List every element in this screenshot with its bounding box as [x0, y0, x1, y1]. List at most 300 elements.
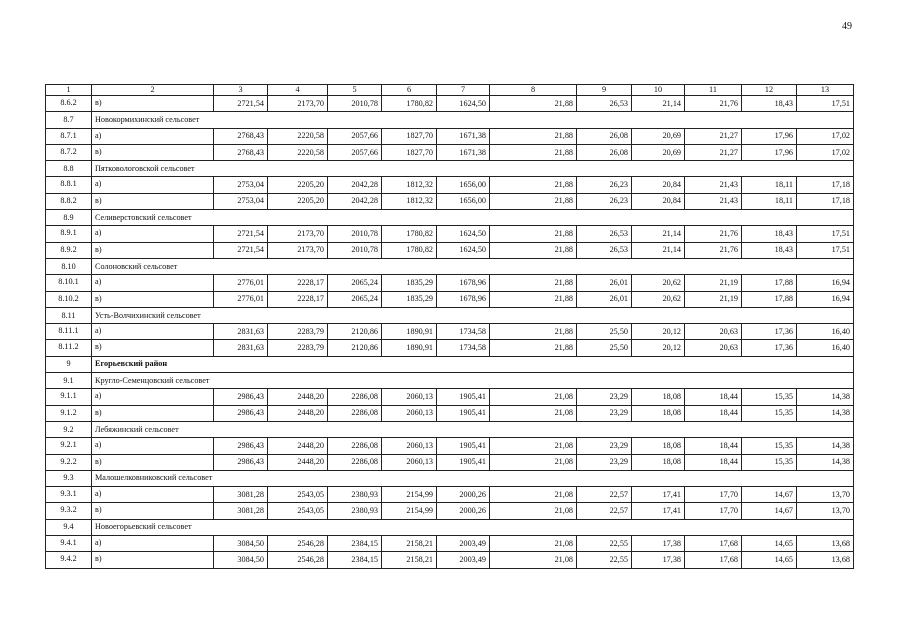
- value-cell-col-9: 26,01: [577, 275, 632, 291]
- value-cell-col-12: 18,11: [742, 193, 797, 209]
- value-cell-col-13: 17,51: [797, 226, 854, 242]
- value-cell-col-6: 2158,21: [382, 536, 437, 552]
- value-cell-col-4: 2220,58: [268, 144, 328, 160]
- value-cell-col-5: 2120,86: [328, 324, 382, 340]
- row-code: 8.7.2: [46, 144, 92, 160]
- value-cell-col-10: 21,14: [632, 96, 685, 112]
- column-header-5: 5: [328, 85, 382, 96]
- column-header-10: 10: [632, 85, 685, 96]
- value-cell-col-12: 18,43: [742, 242, 797, 258]
- value-cell-col-11: 18,44: [685, 405, 742, 421]
- value-cell-col-12: 15,35: [742, 454, 797, 470]
- value-cell-col-11: 20,63: [685, 324, 742, 340]
- section-row: [46, 210, 854, 226]
- value-cell-col-5: 2057,66: [328, 128, 382, 144]
- row-code: 8.8.1: [46, 177, 92, 193]
- value-cell-col-4: 2448,20: [268, 405, 328, 421]
- row-code: 9.1: [46, 373, 92, 389]
- value-cell-col-13: 17,02: [797, 128, 854, 144]
- value-cell-col-3: 2753,04: [214, 193, 268, 209]
- value-cell-col-9: 26,23: [577, 193, 632, 209]
- value-cell-col-7: 1905,41: [437, 405, 490, 421]
- value-cell-col-3: 2776,01: [214, 291, 268, 307]
- column-header-8: 8: [490, 85, 577, 96]
- value-cell-col-10: 21,14: [632, 242, 685, 258]
- value-cell-col-5: 2057,66: [328, 144, 382, 160]
- value-cell-col-4: 2173,70: [268, 96, 328, 112]
- value-cell-col-3: 3084,50: [214, 552, 268, 568]
- value-cell-col-9: 25,50: [577, 340, 632, 356]
- value-cell-col-7: 1671,38: [437, 128, 490, 144]
- table-row: [46, 275, 854, 291]
- value-cell-col-7: 1624,50: [437, 242, 490, 258]
- value-cell-col-12: 15,35: [742, 405, 797, 421]
- section-row: [46, 307, 854, 323]
- row-code: 8.11.2: [46, 340, 92, 356]
- value-cell-col-8: 21,08: [490, 389, 577, 405]
- value-cell-col-5: 2380,93: [328, 503, 382, 519]
- value-cell-col-9: 26,08: [577, 128, 632, 144]
- row-code: 8.8: [46, 161, 92, 177]
- value-cell-col-3: 2768,43: [214, 144, 268, 160]
- value-cell-col-5: 2042,28: [328, 177, 382, 193]
- value-cell-col-3: 2776,01: [214, 275, 268, 291]
- value-cell-col-9: 26,53: [577, 96, 632, 112]
- row-label: в): [92, 503, 214, 519]
- table-row: [46, 226, 854, 242]
- value-cell-col-10: 18,08: [632, 405, 685, 421]
- value-cell-col-9: 23,29: [577, 405, 632, 421]
- row-label: в): [92, 552, 214, 568]
- table-body: [46, 85, 854, 569]
- value-cell-col-9: 22,55: [577, 536, 632, 552]
- value-cell-col-11: 18,44: [685, 454, 742, 470]
- value-cell-col-7: 1678,96: [437, 275, 490, 291]
- row-label: в): [92, 454, 214, 470]
- row-label: а): [92, 438, 214, 454]
- section-row: [46, 112, 854, 128]
- row-code: 8.11: [46, 307, 92, 323]
- row-code: 8.10.2: [46, 291, 92, 307]
- value-cell-col-6: 2060,13: [382, 389, 437, 405]
- row-code: 9.4: [46, 519, 92, 535]
- value-cell-col-10: 18,08: [632, 454, 685, 470]
- value-cell-col-12: 14,65: [742, 552, 797, 568]
- table-row: [46, 389, 854, 405]
- value-cell-col-10: 21,14: [632, 226, 685, 242]
- value-cell-col-7: 1734,58: [437, 340, 490, 356]
- column-header-12: 12: [742, 85, 797, 96]
- value-cell-col-12: 18,43: [742, 96, 797, 112]
- value-cell-col-11: 17,68: [685, 552, 742, 568]
- value-cell-col-9: 23,29: [577, 454, 632, 470]
- value-cell-col-13: 14,38: [797, 405, 854, 421]
- column-header-3: 3: [214, 85, 268, 96]
- value-cell-col-7: 1734,58: [437, 324, 490, 340]
- row-code: 8.6.2: [46, 96, 92, 112]
- column-header-4: 4: [268, 85, 328, 96]
- value-cell-col-9: 25,50: [577, 324, 632, 340]
- value-cell-col-13: 16,94: [797, 275, 854, 291]
- value-cell-col-12: 18,11: [742, 177, 797, 193]
- value-cell-col-12: 17,36: [742, 340, 797, 356]
- value-cell-col-11: 21,76: [685, 96, 742, 112]
- value-cell-col-11: 21,76: [685, 242, 742, 258]
- value-cell-col-11: 21,43: [685, 193, 742, 209]
- value-cell-col-8: 21,88: [490, 193, 577, 209]
- section-title: Селиверстовский сельсовет: [92, 210, 854, 226]
- value-cell-col-5: 2286,08: [328, 405, 382, 421]
- value-cell-col-7: 1624,50: [437, 226, 490, 242]
- row-label: а): [92, 177, 214, 193]
- value-cell-col-4: 2228,17: [268, 291, 328, 307]
- value-cell-col-7: 2003,49: [437, 552, 490, 568]
- value-cell-col-11: 21,27: [685, 144, 742, 160]
- value-cell-col-7: 1671,38: [437, 144, 490, 160]
- column-header-2: 2: [92, 85, 214, 96]
- row-label: а): [92, 128, 214, 144]
- value-cell-col-8: 21,08: [490, 405, 577, 421]
- value-cell-col-3: 2831,63: [214, 324, 268, 340]
- table-row: [46, 193, 854, 209]
- value-cell-col-12: 14,67: [742, 487, 797, 503]
- row-code: 9.3: [46, 470, 92, 486]
- value-cell-col-4: 2228,17: [268, 275, 328, 291]
- value-cell-col-8: 21,88: [490, 242, 577, 258]
- value-cell-col-8: 21,88: [490, 144, 577, 160]
- value-cell-col-9: 23,29: [577, 438, 632, 454]
- row-code: 9.2.2: [46, 454, 92, 470]
- value-cell-col-6: 1890,91: [382, 324, 437, 340]
- value-cell-col-4: 2283,79: [268, 324, 328, 340]
- section-title: Лебяжинский сельсовет: [92, 421, 854, 437]
- value-cell-col-5: 2120,86: [328, 340, 382, 356]
- value-cell-col-9: 26,01: [577, 291, 632, 307]
- value-cell-col-3: 2986,43: [214, 438, 268, 454]
- value-cell-col-5: 2010,78: [328, 242, 382, 258]
- column-header-9: 9: [577, 85, 632, 96]
- value-cell-col-11: 18,44: [685, 438, 742, 454]
- section-row: [46, 470, 854, 486]
- value-cell-col-3: 3084,50: [214, 536, 268, 552]
- tariff-table: [45, 84, 854, 569]
- row-label: а): [92, 389, 214, 405]
- value-cell-col-9: 26,53: [577, 242, 632, 258]
- value-cell-col-13: 17,18: [797, 177, 854, 193]
- row-code: 8.9.2: [46, 242, 92, 258]
- value-cell-col-12: 17,88: [742, 291, 797, 307]
- column-header-13: 13: [797, 85, 854, 96]
- row-label: в): [92, 193, 214, 209]
- value-cell-col-6: 1780,82: [382, 242, 437, 258]
- value-cell-col-7: 1656,00: [437, 193, 490, 209]
- value-cell-col-6: 1827,70: [382, 144, 437, 160]
- value-cell-col-8: 21,88: [490, 275, 577, 291]
- value-cell-col-3: 2721,54: [214, 242, 268, 258]
- table-row: [46, 128, 854, 144]
- value-cell-col-4: 2205,20: [268, 193, 328, 209]
- section-title: Пятковологовской сельсовет: [92, 161, 854, 177]
- row-code: 9.3.2: [46, 503, 92, 519]
- value-cell-col-3: 2768,43: [214, 128, 268, 144]
- table-row: [46, 487, 854, 503]
- row-code: 9.1.2: [46, 405, 92, 421]
- value-cell-col-11: 17,70: [685, 503, 742, 519]
- value-cell-col-12: 18,43: [742, 226, 797, 242]
- value-cell-col-4: 2173,70: [268, 242, 328, 258]
- value-cell-col-3: 2831,63: [214, 340, 268, 356]
- district-title: Егорьевский район: [92, 356, 854, 372]
- value-cell-col-6: 1812,32: [382, 193, 437, 209]
- table-row: [46, 144, 854, 160]
- row-code: 8.7.1: [46, 128, 92, 144]
- value-cell-col-3: 2986,43: [214, 389, 268, 405]
- value-cell-col-6: 2154,99: [382, 487, 437, 503]
- value-cell-col-4: 2448,20: [268, 438, 328, 454]
- row-label: в): [92, 242, 214, 258]
- value-cell-col-9: 23,29: [577, 389, 632, 405]
- table-row: [46, 438, 854, 454]
- row-code: 9.1.1: [46, 389, 92, 405]
- value-cell-col-10: 20,84: [632, 193, 685, 209]
- value-cell-col-8: 21,88: [490, 96, 577, 112]
- value-cell-col-10: 20,69: [632, 144, 685, 160]
- value-cell-col-6: 1835,29: [382, 275, 437, 291]
- row-code: 8.9.1: [46, 226, 92, 242]
- row-label: а): [92, 536, 214, 552]
- value-cell-col-8: 21,88: [490, 291, 577, 307]
- value-cell-col-5: 2042,28: [328, 193, 382, 209]
- value-cell-col-7: 2003,49: [437, 536, 490, 552]
- value-cell-col-4: 2173,70: [268, 226, 328, 242]
- value-cell-col-6: 2060,13: [382, 438, 437, 454]
- value-cell-col-13: 14,38: [797, 454, 854, 470]
- row-code: 8.8.2: [46, 193, 92, 209]
- value-cell-col-8: 21,08: [490, 438, 577, 454]
- value-cell-col-4: 2546,28: [268, 552, 328, 568]
- value-cell-col-13: 13,68: [797, 536, 854, 552]
- value-cell-col-6: 1835,29: [382, 291, 437, 307]
- value-cell-col-3: 2986,43: [214, 405, 268, 421]
- row-code: 9.4.1: [46, 536, 92, 552]
- value-cell-col-11: 21,19: [685, 275, 742, 291]
- table-row: [46, 340, 854, 356]
- value-cell-col-4: 2220,58: [268, 128, 328, 144]
- value-cell-col-7: 1678,96: [437, 291, 490, 307]
- value-cell-col-6: 1890,91: [382, 340, 437, 356]
- value-cell-col-10: 20,12: [632, 340, 685, 356]
- value-cell-col-10: 17,38: [632, 536, 685, 552]
- value-cell-col-13: 13,70: [797, 487, 854, 503]
- value-cell-col-12: 14,65: [742, 536, 797, 552]
- row-code: 9.2.1: [46, 438, 92, 454]
- value-cell-col-3: 2721,54: [214, 226, 268, 242]
- row-label: а): [92, 487, 214, 503]
- value-cell-col-5: 2286,08: [328, 438, 382, 454]
- value-cell-col-4: 2448,20: [268, 389, 328, 405]
- value-cell-col-5: 2010,78: [328, 96, 382, 112]
- value-cell-col-11: 20,63: [685, 340, 742, 356]
- value-cell-col-11: 18,44: [685, 389, 742, 405]
- value-cell-col-5: 2380,93: [328, 487, 382, 503]
- value-cell-col-8: 21,88: [490, 226, 577, 242]
- value-cell-col-8: 21,88: [490, 128, 577, 144]
- value-cell-col-8: 21,88: [490, 177, 577, 193]
- value-cell-col-13: 16,40: [797, 324, 854, 340]
- section-row: [46, 373, 854, 389]
- section-row: [46, 161, 854, 177]
- section-row: [46, 421, 854, 437]
- value-cell-col-5: 2384,15: [328, 536, 382, 552]
- value-cell-col-8: 21,88: [490, 340, 577, 356]
- value-cell-col-10: 20,62: [632, 291, 685, 307]
- value-cell-col-11: 17,68: [685, 536, 742, 552]
- row-label: а): [92, 324, 214, 340]
- value-cell-col-12: 17,96: [742, 128, 797, 144]
- section-title: Солоновский сельсовет: [92, 258, 854, 274]
- value-cell-col-4: 2543,05: [268, 503, 328, 519]
- value-cell-col-5: 2286,08: [328, 389, 382, 405]
- value-cell-col-4: 2283,79: [268, 340, 328, 356]
- row-label: в): [92, 405, 214, 421]
- table-row: [46, 552, 854, 568]
- table-row: [46, 96, 854, 112]
- value-cell-col-5: 2286,08: [328, 454, 382, 470]
- value-cell-col-11: 21,76: [685, 226, 742, 242]
- value-cell-col-9: 26,08: [577, 144, 632, 160]
- row-code: 8.10.1: [46, 275, 92, 291]
- value-cell-col-9: 22,57: [577, 503, 632, 519]
- row-label: а): [92, 275, 214, 291]
- value-cell-col-13: 14,38: [797, 438, 854, 454]
- value-cell-col-10: 20,12: [632, 324, 685, 340]
- value-cell-col-13: 16,40: [797, 340, 854, 356]
- value-cell-col-10: 20,84: [632, 177, 685, 193]
- value-cell-col-7: 1905,41: [437, 438, 490, 454]
- value-cell-col-13: 17,02: [797, 144, 854, 160]
- value-cell-col-6: 2154,99: [382, 503, 437, 519]
- section-row: [46, 519, 854, 535]
- table-row: [46, 177, 854, 193]
- section-title: Новокормихинский сельсовет: [92, 112, 854, 128]
- value-cell-col-11: 21,43: [685, 177, 742, 193]
- value-cell-col-12: 15,35: [742, 438, 797, 454]
- row-label: а): [92, 226, 214, 242]
- row-code: 9.2: [46, 421, 92, 437]
- value-cell-col-10: 17,41: [632, 487, 685, 503]
- value-cell-col-10: 20,62: [632, 275, 685, 291]
- value-cell-col-8: 21,88: [490, 324, 577, 340]
- value-cell-col-11: 17,70: [685, 487, 742, 503]
- value-cell-col-4: 2546,28: [268, 536, 328, 552]
- table-row: [46, 454, 854, 470]
- section-title: Малошелковниковский сельсовет: [92, 470, 854, 486]
- value-cell-col-3: 2986,43: [214, 454, 268, 470]
- value-cell-col-5: 2010,78: [328, 226, 382, 242]
- value-cell-col-6: 1827,70: [382, 128, 437, 144]
- value-cell-col-9: 26,53: [577, 226, 632, 242]
- value-cell-col-8: 21,08: [490, 552, 577, 568]
- value-cell-col-13: 17,51: [797, 96, 854, 112]
- page-number: 49: [842, 21, 852, 32]
- value-cell-col-7: 1905,41: [437, 454, 490, 470]
- header-row: [46, 85, 854, 96]
- value-cell-col-6: 2060,13: [382, 454, 437, 470]
- column-header-1: 1: [46, 85, 92, 96]
- value-cell-col-13: 13,70: [797, 503, 854, 519]
- value-cell-col-4: 2543,05: [268, 487, 328, 503]
- row-code: 8.11.1: [46, 324, 92, 340]
- value-cell-col-13: 17,51: [797, 242, 854, 258]
- value-cell-col-9: 26,23: [577, 177, 632, 193]
- value-cell-col-3: 3081,28: [214, 503, 268, 519]
- table-row: [46, 324, 854, 340]
- value-cell-col-8: 21,08: [490, 454, 577, 470]
- value-cell-col-12: 17,96: [742, 144, 797, 160]
- row-code: 8.9: [46, 210, 92, 226]
- table-row: [46, 291, 854, 307]
- value-cell-col-11: 21,19: [685, 291, 742, 307]
- value-cell-col-12: 14,67: [742, 503, 797, 519]
- column-header-11: 11: [685, 85, 742, 96]
- value-cell-col-4: 2205,20: [268, 177, 328, 193]
- row-label: в): [92, 144, 214, 160]
- value-cell-col-7: 1905,41: [437, 389, 490, 405]
- value-cell-col-6: 1812,32: [382, 177, 437, 193]
- section-title: Усть-Волчихинский сельсовет: [92, 307, 854, 323]
- value-cell-col-10: 17,41: [632, 503, 685, 519]
- value-cell-col-8: 21,08: [490, 503, 577, 519]
- value-cell-col-7: 2000,26: [437, 503, 490, 519]
- row-label: в): [92, 291, 214, 307]
- table-row: [46, 405, 854, 421]
- value-cell-col-7: 1624,50: [437, 96, 490, 112]
- row-label: в): [92, 340, 214, 356]
- value-cell-col-7: 1656,00: [437, 177, 490, 193]
- value-cell-col-8: 21,08: [490, 536, 577, 552]
- value-cell-col-3: 2753,04: [214, 177, 268, 193]
- value-cell-col-5: 2384,15: [328, 552, 382, 568]
- value-cell-col-6: 1780,82: [382, 226, 437, 242]
- column-header-7: 7: [437, 85, 490, 96]
- value-cell-col-3: 3081,28: [214, 487, 268, 503]
- value-cell-col-6: 2060,13: [382, 405, 437, 421]
- value-cell-col-13: 14,38: [797, 389, 854, 405]
- value-cell-col-13: 16,94: [797, 291, 854, 307]
- tariff-table-container: [45, 84, 853, 569]
- value-cell-col-13: 17,18: [797, 193, 854, 209]
- value-cell-col-12: 15,35: [742, 389, 797, 405]
- value-cell-col-10: 20,69: [632, 128, 685, 144]
- value-cell-col-8: 21,08: [490, 487, 577, 503]
- value-cell-col-13: 13,68: [797, 552, 854, 568]
- row-label: в): [92, 96, 214, 112]
- value-cell-col-6: 1780,82: [382, 96, 437, 112]
- value-cell-col-7: 2000,26: [437, 487, 490, 503]
- section-title: Новоегорьевский сельсовет: [92, 519, 854, 535]
- table-row: [46, 242, 854, 258]
- section-title: Кругло-Семенцовский сельсовет: [92, 373, 854, 389]
- value-cell-col-5: 2065,24: [328, 275, 382, 291]
- row-code: 9: [46, 356, 92, 372]
- column-header-6: 6: [382, 85, 437, 96]
- section-row: [46, 356, 854, 372]
- value-cell-col-10: 18,08: [632, 389, 685, 405]
- table-row: [46, 503, 854, 519]
- value-cell-col-12: 17,88: [742, 275, 797, 291]
- value-cell-col-6: 2158,21: [382, 552, 437, 568]
- value-cell-col-11: 21,27: [685, 128, 742, 144]
